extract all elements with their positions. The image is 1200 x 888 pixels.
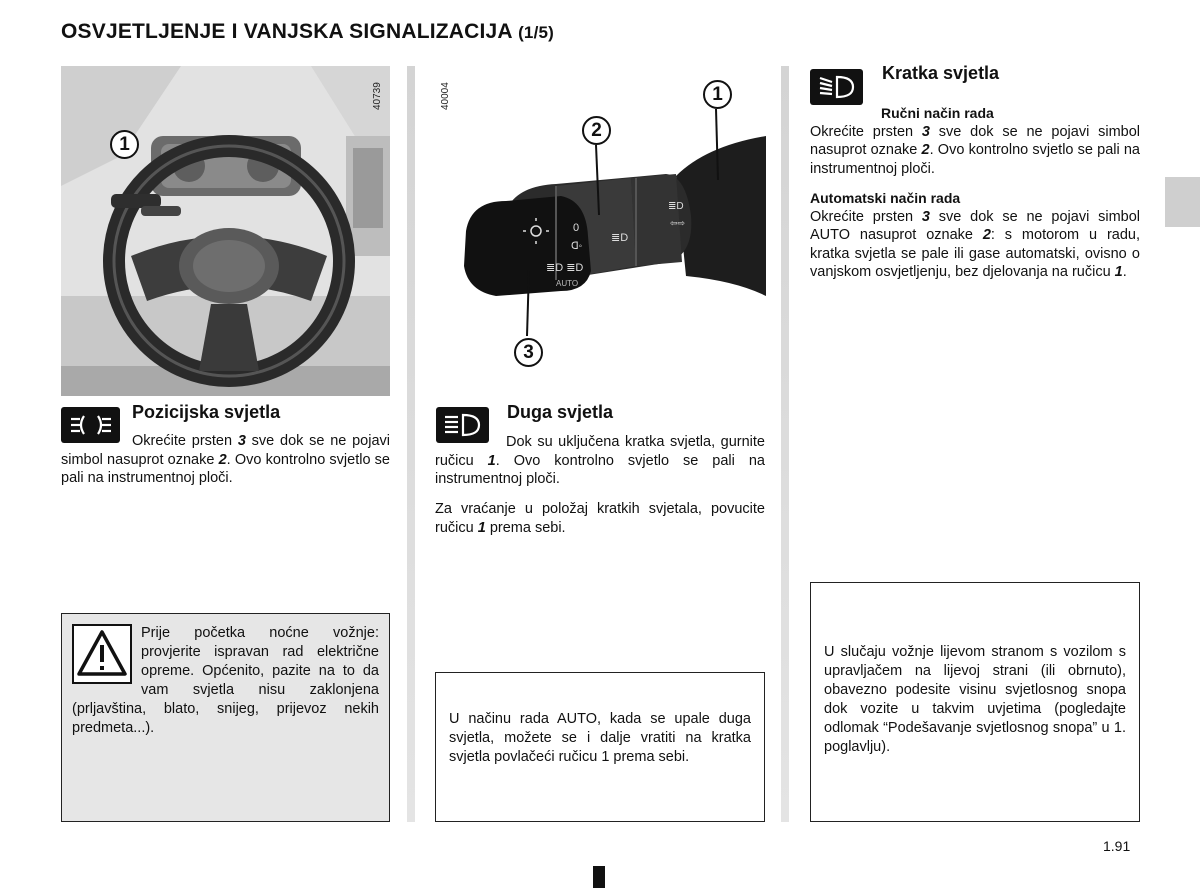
svg-text:ᗡ◦: ᗡ◦ — [571, 241, 583, 252]
callout-2: 2 — [582, 116, 611, 145]
ring-auto-label: AUTO — [556, 279, 579, 288]
light-stalk-illustration — [436, 66, 766, 386]
manual-mode-text: Okrećite prsten 3 sve dok se ne pojavi simbol nasuprot oznake 2. Ovo kontrolno svjetlo se pali na instrumentnoj ploči. — [810, 123, 1141, 177]
warning-box — [61, 613, 390, 822]
page-number: 1.91 — [1103, 838, 1131, 854]
lhd-note-text: U slučaju vožnje lijevom stranom s vozilom s upravljačem na lijevoj strani (ili obrnuto), obavezno podesite visinu svjetlosnog snopa dok vozite u takvim uvjetima (pogledajte odlomak “Podešavanje svjetlosnog snopa” u 1. poglavlju). — [824, 644, 1126, 755]
page-title-text: OSVJETLJENJE I VANJSKA SIGNALIZACIJA — [61, 20, 513, 43]
callout-3: 3 — [514, 338, 543, 367]
chapter-tab — [1165, 177, 1200, 227]
page-title — [61, 20, 554, 44]
lhd-note-box — [810, 582, 1140, 822]
ring-zero-label: 0 — [573, 222, 580, 234]
svg-text:⇦⇨: ⇦⇨ — [670, 218, 686, 228]
callout-1: 1 — [110, 130, 139, 159]
figure-code: 40004 — [440, 82, 451, 110]
high-beam-heading: Duga svjetla — [507, 402, 614, 422]
warning-text: Prije početka noćne vožnje: provjerite ispravan rad električne opreme. Općenito, pazite na to da vam svjetla nisu zaklonjena (prljavština, blato, snijeg, prijevoz nekih predmeta...). — [72, 625, 379, 736]
low-beam-icon — [810, 69, 863, 105]
high-beam-text: Dok su uključena kratka svjetla, gurnite ručicu 1. Ovo kontrolno svjetlo se pali na instrumentnoj ploči. — [435, 434, 765, 487]
auto-mode-heading: Automatski način rada — [810, 190, 961, 206]
warning-triangle-icon — [72, 624, 132, 684]
column-divider — [407, 66, 415, 822]
auto-mode-note-box — [435, 672, 765, 822]
svg-text:≣D: ≣D — [668, 201, 684, 212]
footer-marker — [593, 866, 605, 888]
column-divider — [781, 66, 789, 822]
steering-wheel-illustration — [61, 66, 390, 396]
high-beam-return-text: Za vraćanje u položaj kratkih svjetala, povucite ručicu 1 prema sebi. — [435, 501, 765, 536]
low-beam-text — [810, 104, 1140, 282]
position-lights-text: Okrećite prsten 3 sve dok se ne pojavi simbol nasuprot oznake 2. Ovo kontrolno svjetlo se pali na instrumentnoj ploči. — [61, 433, 391, 486]
dashboard-photo — [61, 66, 390, 396]
light-stalk-drawing — [436, 66, 766, 386]
auto-mode-text: Okrećite prsten 3 sve dok se ne pojavi simbol AUTO nasuprot oznake 2: s motorom u radu, kratka svjetla se pale ili gase automatski, ovisno o vanjskom osvjetljenju, bez djelovanja na ručicu 1. — [810, 208, 1141, 280]
position-lights-heading: Pozicijska svjetla — [132, 402, 281, 422]
svg-text:≣D: ≣D — [611, 232, 629, 244]
auto-mode-note-text: U načinu rada AUTO, kada se upale duga svjetla, možete se i dalje vratiti na kratka svjetla povlačeći ručicu 1 prema sebi. — [449, 711, 751, 765]
manual-mode-heading: Ručni način rada — [881, 105, 994, 121]
low-beam-heading: Kratka svjetla — [882, 63, 1000, 83]
svg-text:≣D ≣D: ≣D ≣D — [546, 262, 584, 274]
callout-1: 1 — [703, 80, 732, 109]
page-title-part: (1/5) — [518, 23, 555, 42]
figure-code: 40739 — [372, 82, 383, 110]
